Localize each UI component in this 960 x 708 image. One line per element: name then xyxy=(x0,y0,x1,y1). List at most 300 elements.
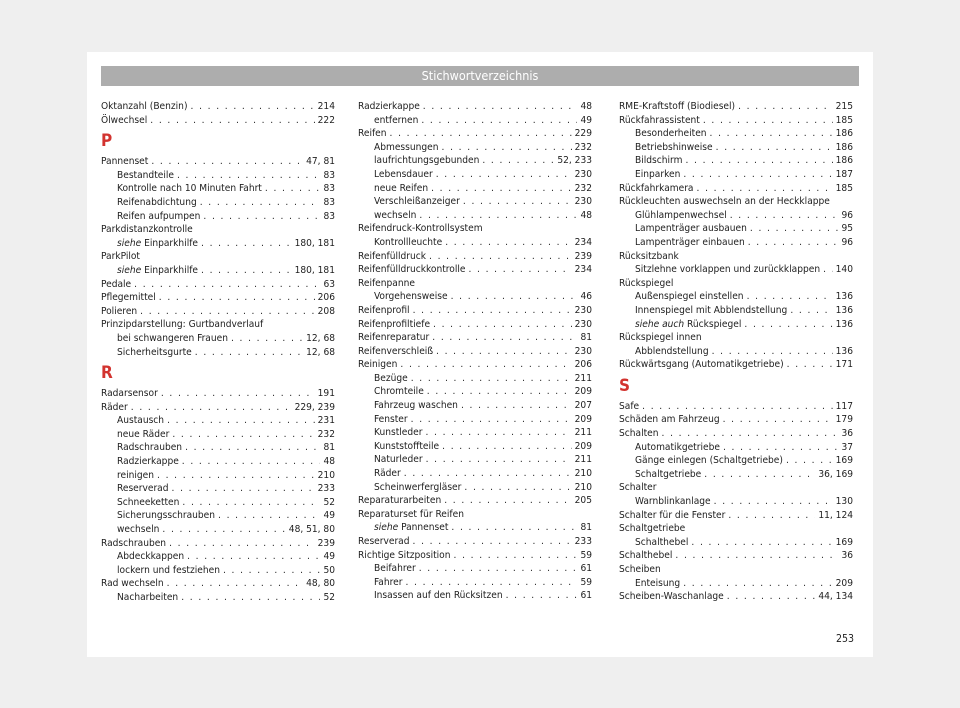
page-reference: 95 xyxy=(841,223,853,235)
entry-label xyxy=(358,263,465,277)
entry-text: Reifenprofil xyxy=(358,304,410,316)
entry-text: Gänge einlegen (Schaltgetriebe) xyxy=(635,455,783,467)
index-subentry xyxy=(619,263,853,277)
dot-leader xyxy=(390,127,572,141)
entry-label xyxy=(635,154,682,168)
index-subentry xyxy=(358,521,592,535)
entry-label xyxy=(635,536,688,550)
index-subentry xyxy=(619,454,853,468)
page-reference: 48, 51, 80 xyxy=(288,524,335,536)
dot-leader xyxy=(432,331,577,345)
index-entry xyxy=(358,250,592,264)
page-reference: 222 xyxy=(317,114,335,126)
dot-leader xyxy=(704,468,815,482)
entry-label xyxy=(374,236,442,250)
dot-leader xyxy=(482,154,554,168)
entry-label xyxy=(619,182,694,196)
entry-label xyxy=(619,590,724,604)
entry-text: Oktanzahl (Benzin) xyxy=(101,101,188,112)
see-reference: siehe xyxy=(117,237,142,249)
index-subentry xyxy=(358,141,592,155)
entry-label xyxy=(374,114,418,128)
page-reference: 230 xyxy=(574,345,592,357)
entry-text: bei schwangeren Frauen xyxy=(117,332,228,344)
entry-label xyxy=(635,441,720,455)
page-reference: 36, 169 xyxy=(818,468,853,480)
dot-leader xyxy=(140,305,314,319)
entry-label xyxy=(374,521,448,535)
page-reference: 48 xyxy=(580,209,592,221)
dot-leader xyxy=(223,564,320,578)
entry-text: Rückwärtsgang (Automatikgetriebe) xyxy=(619,359,784,371)
dot-leader xyxy=(231,332,303,346)
index-subentry xyxy=(619,154,853,168)
entry-label xyxy=(374,481,461,495)
index-heading: Reparaturset für Reifen xyxy=(358,508,464,520)
dot-leader xyxy=(716,141,833,155)
dot-leader xyxy=(134,278,320,292)
entry-label xyxy=(374,413,408,427)
index-heading: Schalter xyxy=(619,482,657,494)
page-reference: 210 xyxy=(317,469,335,481)
index-subentry xyxy=(619,577,853,591)
entry-text: Reifenfülldruckkontrolle xyxy=(358,264,466,276)
page-reference: 239 xyxy=(574,250,592,262)
dot-leader xyxy=(400,358,571,372)
dot-leader xyxy=(714,495,833,509)
entry-label xyxy=(374,168,433,182)
entry-label xyxy=(619,358,784,372)
entry-text: Richtige Sitzposition xyxy=(358,549,451,561)
entry-text: Räder xyxy=(101,401,128,413)
entry-label xyxy=(117,182,262,196)
page-reference: 49 xyxy=(580,114,592,126)
index-subentry xyxy=(358,385,592,399)
page-reference: 36 xyxy=(841,428,853,440)
page-reference: 187 xyxy=(835,168,853,180)
index-heading: Parkdistanzkontrolle xyxy=(101,224,193,236)
page-reference: 209 xyxy=(574,386,592,398)
entry-text: Sicherungsschrauben xyxy=(117,510,216,522)
dot-leader xyxy=(203,210,320,224)
entry-label xyxy=(358,358,397,372)
page-reference: 48, 80 xyxy=(306,578,335,590)
page-reference: 96 xyxy=(841,209,853,221)
dot-leader xyxy=(451,290,578,304)
entry-label xyxy=(635,141,713,155)
entry-text: Reifen xyxy=(358,128,387,140)
index-subentry xyxy=(358,481,592,495)
index-subentry xyxy=(619,536,853,550)
page-reference: 229, 239 xyxy=(294,401,335,413)
index-subentry xyxy=(101,550,335,564)
entry-text: Glühlampenwechsel xyxy=(635,209,727,221)
entry-text: Kontrolle nach 10 Minuten Fahrt xyxy=(117,183,262,195)
index-entry xyxy=(619,182,853,196)
dot-leader xyxy=(172,482,315,496)
dot-leader xyxy=(423,100,578,114)
section-letter: R xyxy=(101,363,113,384)
dot-leader xyxy=(442,141,572,155)
entry-text: Rückfahrassistent xyxy=(619,114,700,126)
index-subentry xyxy=(619,318,853,332)
index-subentry xyxy=(358,182,592,196)
entry-text: Schäden am Fahrzeug xyxy=(619,414,720,426)
index-entry xyxy=(619,358,853,372)
page-reference: 46 xyxy=(580,291,592,303)
entry-text: Radzierkappe xyxy=(358,101,420,112)
page-reference: 83 xyxy=(323,183,335,195)
entry-label xyxy=(635,236,745,250)
index-subentry xyxy=(619,290,853,304)
page-reference: 81 xyxy=(580,522,592,534)
index-subentry xyxy=(358,209,592,223)
page-reference: 186 xyxy=(835,128,853,140)
entry-text: Innenspiegel mit Abblendstellung xyxy=(635,304,788,316)
index-subentry xyxy=(358,453,592,467)
index-subentry xyxy=(358,154,592,168)
index-entry xyxy=(101,100,335,114)
entry-text: Safe xyxy=(619,400,640,412)
page-reference: 59 xyxy=(580,549,592,561)
entry-label xyxy=(619,427,659,441)
entry-text: Nacharbeiten xyxy=(117,592,179,603)
index-subentry xyxy=(358,576,592,590)
page-reference: 136 xyxy=(835,291,853,303)
index-subentry xyxy=(101,182,335,196)
entry-text: Chromteile xyxy=(374,386,424,398)
entry-label xyxy=(117,591,178,605)
index-entry xyxy=(101,155,335,169)
page-reference: 179 xyxy=(835,414,853,426)
entry-text: Ölwechsel xyxy=(101,114,148,126)
index-subentry xyxy=(101,346,335,360)
entry-label xyxy=(635,345,709,359)
entry-label xyxy=(117,550,184,564)
entry-label xyxy=(358,100,420,114)
index-entry xyxy=(358,331,592,345)
index-subentry xyxy=(358,290,592,304)
index-subentry xyxy=(358,413,592,427)
entry-label xyxy=(358,549,451,563)
entry-text: Scheiben-Waschanlage xyxy=(619,591,724,603)
entry-text: entfernen xyxy=(374,114,419,126)
page-reference: 232 xyxy=(574,141,592,153)
page-reference: 214 xyxy=(317,101,335,112)
index-entry xyxy=(619,100,853,114)
entry-text: Kontrollleuchte xyxy=(374,236,443,248)
entry-label xyxy=(101,305,137,319)
page-reference: 234 xyxy=(574,236,592,248)
dot-leader xyxy=(425,426,571,440)
entry-text: Rückspiegel xyxy=(684,318,742,330)
dot-leader xyxy=(787,358,833,372)
entry-label xyxy=(374,467,401,481)
section-letter: P xyxy=(101,131,113,152)
entry-label xyxy=(117,428,169,442)
entry-text: Radzierkappe xyxy=(117,456,179,468)
page-reference: 186 xyxy=(835,155,853,167)
dot-leader xyxy=(685,154,832,168)
entry-label xyxy=(117,196,197,210)
page-reference: 171 xyxy=(835,359,853,371)
entry-label xyxy=(358,127,387,141)
entry-text: Reifenprofiltiefe xyxy=(358,318,431,330)
page-reference: 12, 68 xyxy=(306,346,335,358)
dot-leader xyxy=(150,114,314,128)
entry-label xyxy=(635,263,820,277)
page-reference: 230 xyxy=(574,304,592,316)
page-reference: 52 xyxy=(323,592,335,603)
page-reference: 44, 134 xyxy=(818,591,853,603)
entry-label xyxy=(374,453,423,467)
entry-text: Abblendstellung xyxy=(635,345,709,357)
dot-leader xyxy=(750,222,839,236)
index-subentry xyxy=(619,127,853,141)
index-entry xyxy=(358,318,592,332)
dot-leader xyxy=(161,387,315,401)
entry-label xyxy=(374,385,424,399)
page-reference: 211 xyxy=(574,372,592,384)
index-entry xyxy=(358,549,592,563)
index-subentry xyxy=(619,441,853,455)
entry-text: Sicherheitsgurte xyxy=(117,346,192,358)
index-subentry xyxy=(619,495,853,509)
entry-label xyxy=(374,562,416,576)
index-heading: Reifendruck-Kontrollsystem xyxy=(358,223,483,235)
dot-leader xyxy=(444,494,571,508)
dot-leader xyxy=(421,114,577,128)
index-subentry xyxy=(619,168,853,182)
entry-text: Reserverad xyxy=(358,536,410,547)
dot-leader xyxy=(744,318,832,332)
entry-label xyxy=(358,331,429,345)
entry-text: neue Räder xyxy=(117,428,170,440)
index-entry xyxy=(101,305,335,319)
dot-leader xyxy=(167,577,303,591)
entry-label xyxy=(117,210,200,224)
index-heading: Rückspiegel xyxy=(619,277,674,289)
entry-text: Fahrzeug waschen xyxy=(374,400,458,412)
index-subentry xyxy=(619,141,853,155)
entry-text: Kunstleder xyxy=(374,427,423,439)
page-reference: 50 xyxy=(323,564,335,576)
page-reference: 49 xyxy=(323,551,335,563)
dot-leader xyxy=(201,237,292,251)
entry-label xyxy=(374,154,479,168)
entry-label xyxy=(358,304,410,318)
dot-leader xyxy=(683,577,832,591)
dot-leader xyxy=(468,263,571,277)
index-entry xyxy=(619,549,853,563)
entry-text: Austausch xyxy=(117,415,165,427)
see-reference: siehe xyxy=(117,264,142,276)
index-subentry xyxy=(358,114,592,128)
entry-label xyxy=(635,127,707,141)
entry-text: Schaltgetriebe xyxy=(635,468,702,480)
index-subentry xyxy=(101,237,335,251)
page-reference: 11, 124 xyxy=(818,509,853,521)
entry-text: Abmessungen xyxy=(374,141,439,153)
index-subentry xyxy=(101,428,335,442)
entry-text: Polieren xyxy=(101,305,138,317)
index-heading: Prinzipdarstellung: Gurtbandverlauf xyxy=(101,319,264,331)
see-reference: siehe xyxy=(374,522,399,534)
page-reference: 36 xyxy=(841,550,853,562)
dot-leader xyxy=(747,290,833,304)
dot-leader xyxy=(728,509,815,523)
entry-label xyxy=(635,304,787,318)
entry-text: Lampenträger einbauen xyxy=(635,236,745,248)
entry-label xyxy=(619,400,639,414)
dot-leader xyxy=(426,453,572,467)
entry-text: Betriebshinweise xyxy=(635,141,713,153)
entry-label xyxy=(635,318,741,332)
dot-leader xyxy=(419,562,578,576)
entry-label xyxy=(117,332,228,346)
entry-label xyxy=(635,577,680,591)
dot-leader xyxy=(445,236,571,250)
dot-leader xyxy=(218,509,320,523)
page-reference: 83 xyxy=(323,196,335,208)
entry-text: Schneeketten xyxy=(117,496,180,508)
entry-label xyxy=(374,426,422,440)
dot-leader xyxy=(436,345,572,359)
index-entry xyxy=(101,291,335,305)
entry-text: Sitzlehne vorklappen und zurückklappen xyxy=(635,264,821,276)
entry-text: Naturleder xyxy=(374,454,423,466)
see-reference: siehe auch xyxy=(635,318,685,330)
entry-text: Reinigen xyxy=(358,359,398,371)
entry-label xyxy=(374,440,439,454)
dot-leader xyxy=(182,496,320,510)
dot-leader xyxy=(169,537,315,551)
entry-label xyxy=(374,182,428,196)
page-reference: 209 xyxy=(574,413,592,425)
entry-text: Reifenreparatur xyxy=(358,332,430,344)
entry-text: Einparkhilfe xyxy=(141,237,199,249)
entry-text: wechseln xyxy=(374,209,417,221)
entry-text: Fenster xyxy=(374,413,408,425)
entry-label xyxy=(619,100,735,114)
page-reference: 230 xyxy=(574,168,592,180)
dot-leader xyxy=(429,250,572,264)
entry-text: Scheinwerfergläser xyxy=(374,481,462,493)
dot-leader xyxy=(182,455,321,469)
section-letter: S xyxy=(619,375,631,396)
index-subentry xyxy=(101,455,335,469)
entry-text: Reifenabdichtung xyxy=(117,196,197,208)
page-reference: 233 xyxy=(574,536,592,547)
page-reference: 186 xyxy=(835,141,853,153)
index-heading: ParkPilot xyxy=(101,251,140,263)
index-subentry xyxy=(101,482,335,496)
entry-text: Pflegemittel xyxy=(101,292,156,304)
dot-leader xyxy=(413,535,572,549)
entry-label xyxy=(635,454,783,468)
dot-leader xyxy=(157,469,315,483)
index-entry xyxy=(101,401,335,415)
page-reference: 136 xyxy=(835,345,853,357)
index-subentry xyxy=(619,468,853,482)
index-subentry xyxy=(101,264,335,278)
dot-leader xyxy=(451,521,577,535)
dot-leader xyxy=(187,550,320,564)
dot-leader xyxy=(683,168,832,182)
dot-leader xyxy=(723,441,838,455)
index-column-3 xyxy=(619,100,853,604)
index-entry xyxy=(619,509,853,523)
dot-leader xyxy=(200,196,321,210)
page-reference: 234 xyxy=(574,264,592,276)
dot-leader xyxy=(131,401,292,415)
entry-text: wechseln xyxy=(117,524,160,536)
page-reference: 81 xyxy=(580,332,592,344)
entry-text: Radschrauben xyxy=(117,442,183,454)
dot-leader xyxy=(151,155,303,169)
index-subentry xyxy=(101,564,335,578)
entry-label xyxy=(101,278,131,292)
entry-text: Reserverad xyxy=(117,483,169,495)
page-reference: 169 xyxy=(835,455,853,467)
index-heading: Rücksitzbank xyxy=(619,250,679,262)
page-reference: 83 xyxy=(323,169,335,181)
page-reference: 130 xyxy=(835,496,853,508)
entry-label xyxy=(117,482,169,496)
entry-label xyxy=(117,414,164,428)
page-reference: 61 xyxy=(580,590,592,602)
page-reference: 206 xyxy=(317,292,335,304)
entry-label xyxy=(374,576,402,590)
dot-leader xyxy=(431,182,572,196)
index-subentry xyxy=(358,467,592,481)
index-entry xyxy=(101,387,335,401)
entry-text: Automatikgetriebe xyxy=(635,441,720,453)
dot-leader xyxy=(506,589,578,603)
index-entry xyxy=(619,427,853,441)
entry-text: laufrichtungsgebunden xyxy=(374,155,480,167)
entry-label xyxy=(358,250,426,264)
index-subentry xyxy=(619,304,853,318)
entry-text: Reifen aufpumpen xyxy=(117,210,201,222)
entry-label xyxy=(635,168,680,182)
dot-leader xyxy=(172,428,314,442)
index-subentry xyxy=(358,426,592,440)
dot-leader xyxy=(697,182,833,196)
dot-leader xyxy=(185,441,320,455)
page-reference: 210 xyxy=(574,468,592,480)
entry-text: Fahrer xyxy=(374,576,403,588)
entry-text: Reifenfülldruck xyxy=(358,250,427,262)
dot-leader xyxy=(738,100,833,114)
index-entry xyxy=(358,494,592,508)
page-reference: 12, 68 xyxy=(306,332,335,344)
index-subentry xyxy=(358,589,592,603)
index-entry xyxy=(101,114,335,128)
page-reference: 169 xyxy=(835,536,853,548)
page-reference: 233 xyxy=(317,483,335,495)
page-reference: 49 xyxy=(323,510,335,522)
entry-text: Schalten xyxy=(619,428,659,440)
dot-leader xyxy=(786,454,833,468)
index-subentry xyxy=(358,195,592,209)
page-reference: 59 xyxy=(580,576,592,588)
dot-leader xyxy=(790,304,832,318)
index-subentry xyxy=(619,209,853,223)
entry-label xyxy=(117,237,198,251)
index-entry xyxy=(358,345,592,359)
dot-leader xyxy=(823,263,833,277)
